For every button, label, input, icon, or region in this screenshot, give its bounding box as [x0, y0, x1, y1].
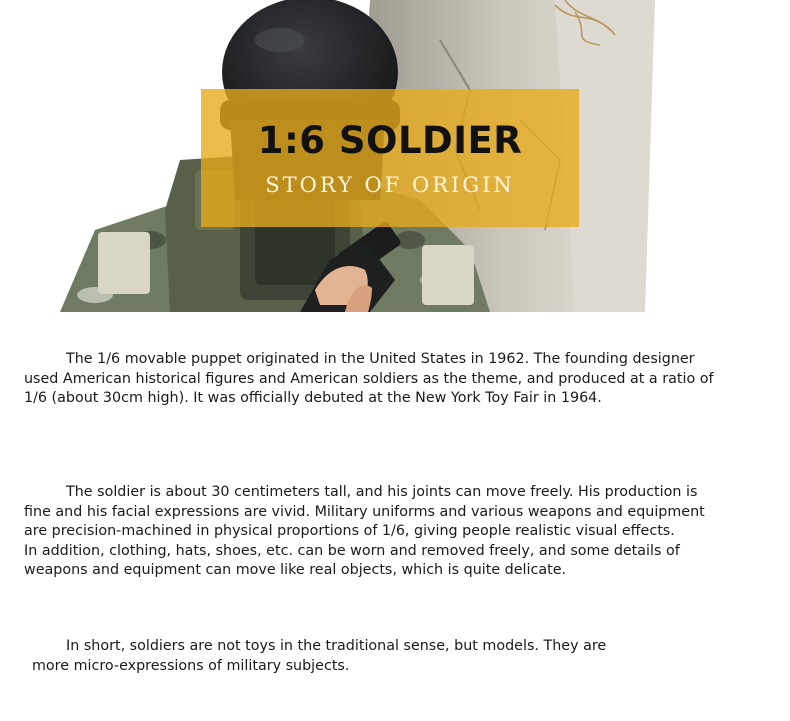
hero-banner	[0, 0, 790, 312]
paragraph-line: used American historical figures and American soldiers as the theme, and produced at a ratio of	[24, 370, 714, 387]
hero-subtitle: STORY OF ORIGIN	[265, 173, 515, 197]
paragraph-origin	[24, 350, 768, 409]
paragraph-line: weapons and equipment can move like real objects, which is quite delicate.	[24, 562, 567, 578]
paragraph-line: more micro-expressions of military subjects.	[32, 657, 350, 674]
paragraph-summary	[24, 637, 768, 676]
paragraph-line: In short, soldiers are not toys in the traditional sense, but models. They are	[66, 638, 607, 654]
paragraph-line: 1/6 (about 30cm high). It was officially debuted at the New York Toy Fair in 1964.	[24, 390, 602, 406]
paragraph-line: The 1/6 movable puppet originated in the United States in 1962. The founding designer	[66, 351, 695, 367]
paragraph-line: fine and his facial expressions are vivid. Military uniforms and various weapons and equipment	[24, 503, 705, 520]
hero-title: 1:6 SOLDIER	[257, 119, 523, 162]
paragraph-line: The soldier is about 30 centimeters tall, and his joints can move freely. His production is	[66, 484, 698, 500]
paragraph-details	[24, 483, 768, 581]
paragraph-line: are precision-machined in physical proportions of 1/6, giving people realistic visual effects.	[24, 523, 675, 539]
paragraph-line: In addition, clothing, hats, shoes, etc. can be worn and removed freely, and some details of	[24, 542, 680, 559]
title-panel	[201, 89, 579, 227]
